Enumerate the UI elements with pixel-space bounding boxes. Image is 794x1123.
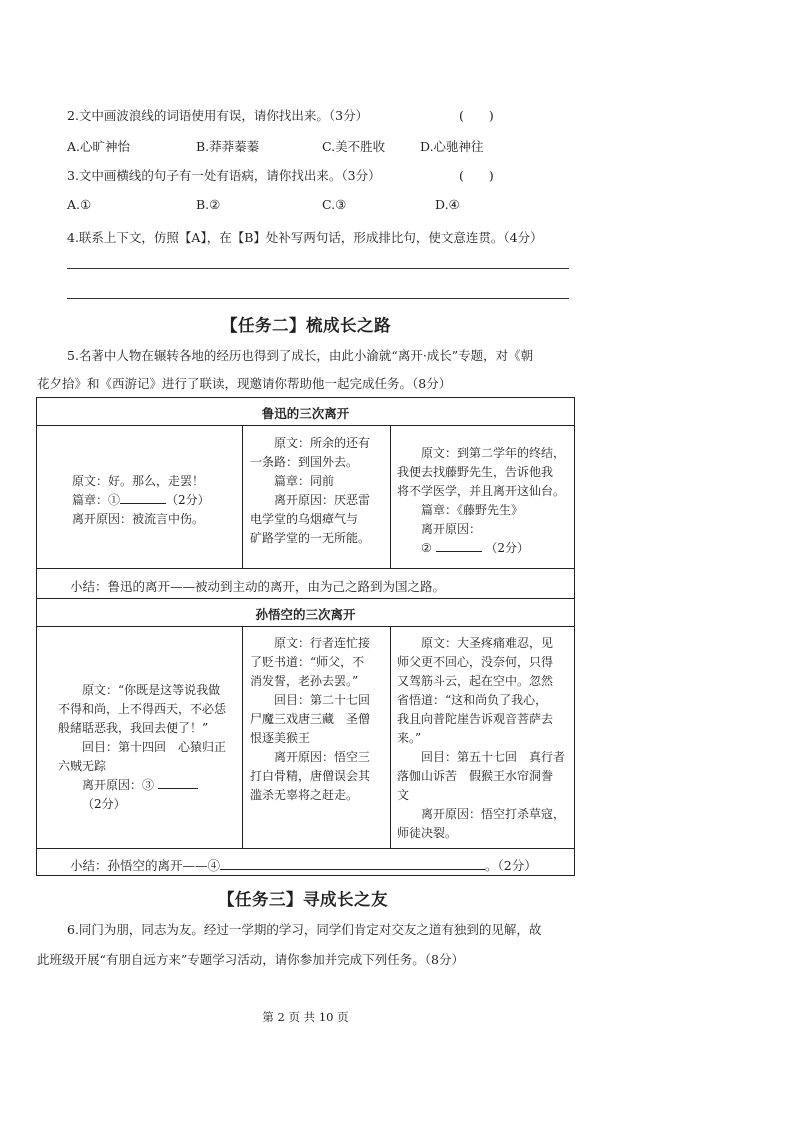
q3-option-a: A.① [67,197,92,212]
q3-option-b: B.② [196,197,221,212]
q3-answer-paren: ( ) [459,168,494,183]
cell-text: 原文：行者连忙接 [274,636,371,650]
cell-text: 了贬书道：“师父，不 [250,655,365,669]
cell-text: （2分） [485,541,530,555]
table-rule [36,568,575,569]
cell-text: 篇章：① [72,493,121,507]
wukong-summary [70,856,537,874]
page-number: 第 2 页 共 10 页 [262,1010,349,1024]
q2-option-b: B.莽莽蓁蓁 [196,139,260,154]
q4-answer-line-1 [67,268,569,269]
cell-text: 回目：第十四回 心猿归正 [82,740,227,754]
wukong-cell-2 [250,634,388,805]
table-rule [242,425,243,568]
summary-suffix: 。（2分） [485,858,537,873]
cell-text: 省悟道：“这和尚负了我心， [397,693,548,707]
table-rule [242,626,243,848]
cell-text [72,491,240,510]
cell-text: 文 [397,788,410,802]
luxun-cell-2 [250,434,388,548]
cell-text: 离开原因：悟空三 [274,750,371,764]
cell-text: 原文：“你既是这等说我做 [82,683,221,697]
q5-line-1: 5.名著中人物在辗转各地的经历也得到了成长，由此小渝就“离开·成长”专题，对《朝 [67,348,534,363]
q2-option-a: A.心旷神怡 [67,139,131,154]
answer-blank-3[interactable] [158,788,198,789]
q2-answer-paren: ( ) [459,108,494,123]
cell-text: 我便去找藤野先生，告诉他我 [397,465,554,479]
cell-text: 原文：好。那么，走罢！ [72,474,205,488]
table-rule [36,425,575,426]
cell-text: 原文：大圣疼痛难忍，见 [421,636,554,650]
luxun-table-header: 鲁迅的三次离开 [261,406,350,421]
table-rule [36,848,575,849]
table-rule [390,626,391,848]
q6-line-2: 此班级开展“有朋自远方来”专题学习活动，请你参加并完成下列任务。（8分） [37,952,464,967]
q3-option-c: C.③ [322,197,347,212]
cell-text: 回目：第五十七回 真行者 [421,750,566,764]
task2-title: 【任务二】梳成长之路 [221,316,391,335]
answer-blank-4[interactable] [220,869,485,870]
cell-text: 六贼无踪 [58,759,107,773]
cell-text: 回目：第二十七回 [274,693,371,707]
wukong-cell-1 [58,681,240,814]
cell-text: 滥杀无辜将之赶走。 [250,788,359,802]
cell-text: 篇章：同前 [274,474,335,488]
q2-option-d: D.心驰神往 [420,139,484,154]
cell-text: 又驾筋斗云，起在空中。忽然 [397,674,554,688]
cell-text: 我且向普陀崖告诉观音菩萨去 [397,712,554,726]
summary-prefix: 小结：孙悟空的离开——④ [70,858,221,873]
luxun-summary: 小结：鲁迅的离开——被动到主动的离开，由为己之路到为国之路。 [70,579,446,594]
cell-text: （2分） [166,493,210,507]
answer-blank-2[interactable] [436,551,482,552]
cell-text: 原文：所余的还有 [274,436,371,450]
cell-text: 恨逐美猴王 [250,731,311,745]
cell-text: （2分） [82,797,126,811]
wukong-table-header: 孙悟空的三次离开 [255,607,356,622]
cell-text: 打白骨精，唐僧误会其 [250,769,371,783]
cell-text: 般緒聒恶我，我回去便了！” [58,721,209,735]
q5-line-2: 花夕拾》和《西游记》进行了联读，现邀请你帮助他一起完成任务。（8分） [37,376,452,391]
luxun-cell-1 [72,472,240,529]
cell-text: 一条路：到国外去。 [250,455,359,469]
cell-text: 电学堂的乌烟瘴气与 [250,512,359,526]
cell-text: 离开原因： [421,522,482,536]
q4-answer-line-2 [67,298,569,299]
cell-text: 师徒决裂。 [397,826,458,840]
cell-text: 离开原因：悟空打杀草寇， [421,807,566,821]
cell-text: 不得和尚，上不得西天，不必恁 [58,702,227,716]
table-rule [36,626,575,627]
cell-text: 消发誓，老孙去罢。” [250,674,359,688]
q4-stem: 4.联系上下文，仿照【A】，在【B】处补写两句话，形成排比句，使文意连贯。（4分） [67,230,543,245]
luxun-cell-3 [397,444,575,558]
q2-option-c: C.美不胜收 [322,139,386,154]
cell-text: 原文：到第二学年的终结， [421,446,566,460]
cell-text: 篇章：《藤野先生》 [421,503,524,517]
cell-text: 离开原因：被流言中伤。 [72,512,205,526]
cell-text: 师父更不回心，没奈何，只得 [397,655,554,669]
cell-text: 矿路学堂的一无所能。 [250,531,371,545]
cell-text: 离开原因：厌恶雷 [274,493,371,507]
answer-blank-1[interactable] [120,503,166,504]
q3-option-d: D.④ [435,197,460,212]
cell-text: 来。” [397,731,422,745]
cell-text: ② [421,541,432,555]
cell-text: 落伽山诉苦 假猴王水帘洞誊 [397,769,554,783]
q2-stem: 2.文中画波浪线的词语使用有误，请你找出来。（3分） [67,108,369,123]
q6-line-1: 6.同门为朋，同志为友。经过一学期的学习，同学们肯定对交友之道有独到的见解，故 [67,922,542,937]
q3-stem: 3.文中画横线的句子有一处有语病，请你找出来。（3分） [67,168,381,183]
cell-text: 将不学医学，并且离开这仙台。 [397,484,566,498]
task3-title: 【任务三】寻成长之友 [218,890,388,909]
wukong-cell-3 [397,634,575,843]
table-rule [36,598,575,599]
cell-text: 尸魔三戏唐三藏 圣僧 [250,712,371,726]
cell-text: 离开原因：③ [82,778,155,792]
table-rule [390,425,391,568]
